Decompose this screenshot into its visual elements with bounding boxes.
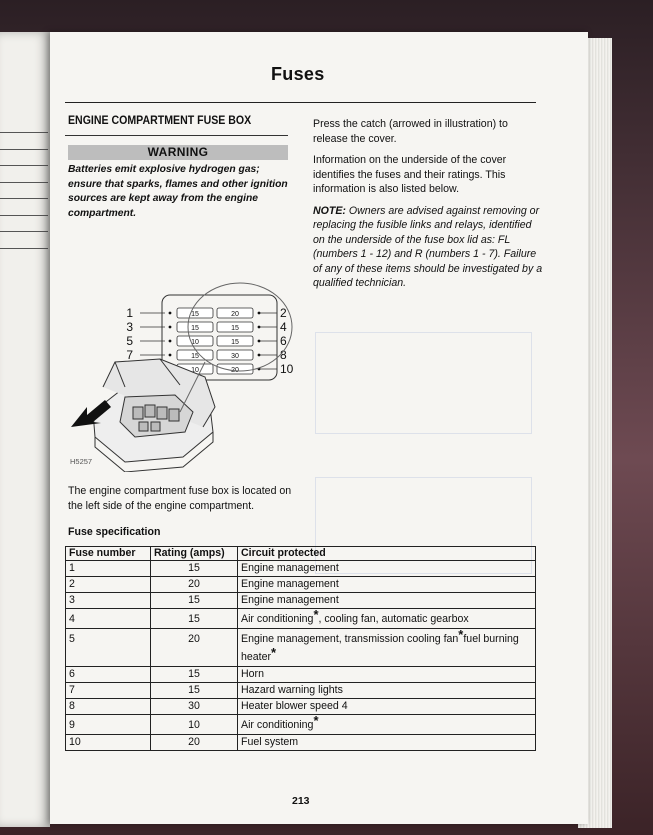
facing-page-table xyxy=(0,132,48,249)
warning-label: WARNING xyxy=(147,145,209,159)
circuit-cell xyxy=(238,629,536,667)
fuse-rating-label: 15 xyxy=(191,353,199,360)
fuse-number-cell: 6 xyxy=(66,667,151,683)
table-row xyxy=(66,683,536,699)
circuit-cell: Engine management xyxy=(238,577,536,593)
fuse-position-label: 10 xyxy=(280,362,294,376)
fuse-number-cell: 2 xyxy=(66,577,151,593)
col-fuse-number: Fuse number xyxy=(66,547,151,561)
table-row xyxy=(66,561,536,577)
warning-text: Batteries emit explosive hydrogen gas; ensure that sparks, flames and other ignition sources are kept away from the engine compartment. xyxy=(68,164,288,219)
fuse-rating-label: 15 xyxy=(191,325,199,332)
col-rating: Rating (amps) xyxy=(151,547,238,561)
fuse-box-diagram xyxy=(65,267,295,472)
fuse-number-cell: 10 xyxy=(66,735,151,751)
fuse-number-cell: 9 xyxy=(66,715,151,735)
fuse-position-label: 1 xyxy=(126,306,133,320)
fuse-spec-table xyxy=(65,546,536,751)
rating-cell: 15 xyxy=(151,667,238,683)
instruction-release-cover: Press the catch (arrowed in illustration) to release the cover. xyxy=(313,118,508,145)
fuse-rating-label: 15 xyxy=(231,325,239,332)
circuit-text: , cooling fan, automatic gearbox xyxy=(318,613,469,625)
circuit-cell xyxy=(238,715,536,735)
facing-page xyxy=(0,32,50,827)
table-row xyxy=(66,667,536,683)
fuse-rating-label: 20 xyxy=(231,311,239,318)
page-title: Fuses xyxy=(271,64,325,84)
circuit-cell: Fuel system xyxy=(238,735,536,751)
spec-heading: Fuse specification xyxy=(68,526,161,538)
circuit-cell: Hazard warning lights xyxy=(238,683,536,699)
title-rule xyxy=(65,102,536,103)
fuse-position-label: 3 xyxy=(126,320,133,334)
table-header-row xyxy=(66,547,536,561)
rating-cell: 20 xyxy=(151,629,238,667)
instruction-cover-info: Information on the underside of the cover identifies the fuses and their ratings. This information is also listed below. xyxy=(313,154,507,195)
table-row xyxy=(66,715,536,735)
fuse-position-label: 5 xyxy=(126,334,133,348)
note-paragraph xyxy=(313,204,545,291)
fuse-position-label: 7 xyxy=(126,348,133,362)
terminal-dot xyxy=(169,354,172,357)
fuse-rating-label: 20 xyxy=(231,367,239,374)
fuse-number-cell: 4 xyxy=(66,609,151,629)
terminal-dot xyxy=(169,326,172,329)
fuse-rating-label: 30 xyxy=(231,353,239,360)
table-row xyxy=(66,577,536,593)
rating-cell: 15 xyxy=(151,609,238,629)
fuse-rating-label: 10 xyxy=(191,367,199,374)
circuit-cell: Engine management xyxy=(238,561,536,577)
rating-cell: 30 xyxy=(151,699,238,715)
circuit-cell xyxy=(238,609,536,629)
table-row xyxy=(66,609,536,629)
manual-page xyxy=(50,32,588,824)
bleed-through-table xyxy=(315,332,532,434)
warning-banner xyxy=(68,145,288,160)
page-number: 213 xyxy=(292,795,310,807)
terminal-dot xyxy=(258,312,261,315)
fuse-position-label: 4 xyxy=(280,320,287,334)
terminal-dot xyxy=(169,340,172,343)
fuse-rating-label: 15 xyxy=(231,339,239,346)
section-heading: ENGINE COMPARTMENT FUSE BOX xyxy=(68,115,252,127)
footnote-star: * xyxy=(313,607,319,622)
circuit-text: Air conditioning xyxy=(241,613,314,625)
terminal-dot xyxy=(258,326,261,329)
table-row xyxy=(66,593,536,609)
fuse-box-location-text: The engine compartment fuse box is located on the left side of the engine compartment. xyxy=(68,485,292,512)
circuit-text: Air conditioning xyxy=(241,719,314,731)
footnote-star: * xyxy=(271,645,277,660)
fuse-position-label: 8 xyxy=(280,348,287,362)
table-row xyxy=(66,735,536,751)
circuit-text: Engine management, transmission cooling fan xyxy=(241,633,459,645)
rating-cell: 20 xyxy=(151,735,238,751)
fuse-number-cell: 7 xyxy=(66,683,151,699)
rating-cell: 15 xyxy=(151,683,238,699)
terminal-dot xyxy=(258,354,261,357)
circuit-text: fuel burning heater xyxy=(241,633,519,663)
section-rule xyxy=(65,135,288,136)
fuse-number-cell: 8 xyxy=(66,699,151,715)
fuse-number-cell: 1 xyxy=(66,561,151,577)
fuse-position-label: 6 xyxy=(280,334,287,348)
footnote-star: * xyxy=(313,713,319,728)
table-row xyxy=(66,629,536,667)
fuse-number-cell: 3 xyxy=(66,593,151,609)
fuse-number-cell: 5 xyxy=(66,629,151,667)
note-text: Owners are advised against removing or replacing the fusible links and relays, identified on the underside of the fuse box lid as: FL (numbers 1 - 12) and R (numbers 1 - 7). Failure of any of these items should be investigated by a qualified technician. xyxy=(313,204,543,289)
footnote-star: * xyxy=(458,627,464,642)
circuit-cell: Heater blower speed 4 xyxy=(238,699,536,715)
terminal-dot xyxy=(169,312,172,315)
note-label: NOTE: xyxy=(313,204,346,217)
fuse-rating-label: 10 xyxy=(191,339,199,346)
col-circuit: Circuit protected xyxy=(238,547,536,561)
figure-id: H5257 xyxy=(70,457,93,466)
rating-cell: 15 xyxy=(151,593,238,609)
fuse-position-label: 2 xyxy=(280,306,287,320)
rating-cell: 20 xyxy=(151,577,238,593)
rating-cell: 15 xyxy=(151,561,238,577)
instructions-column xyxy=(313,117,545,298)
fuse-rating-label: 15 xyxy=(191,311,199,318)
circuit-cell: Horn xyxy=(238,667,536,683)
circuit-cell: Engine management xyxy=(238,593,536,609)
terminal-dot xyxy=(258,340,261,343)
rating-cell: 10 xyxy=(151,715,238,735)
table-row xyxy=(66,699,536,715)
